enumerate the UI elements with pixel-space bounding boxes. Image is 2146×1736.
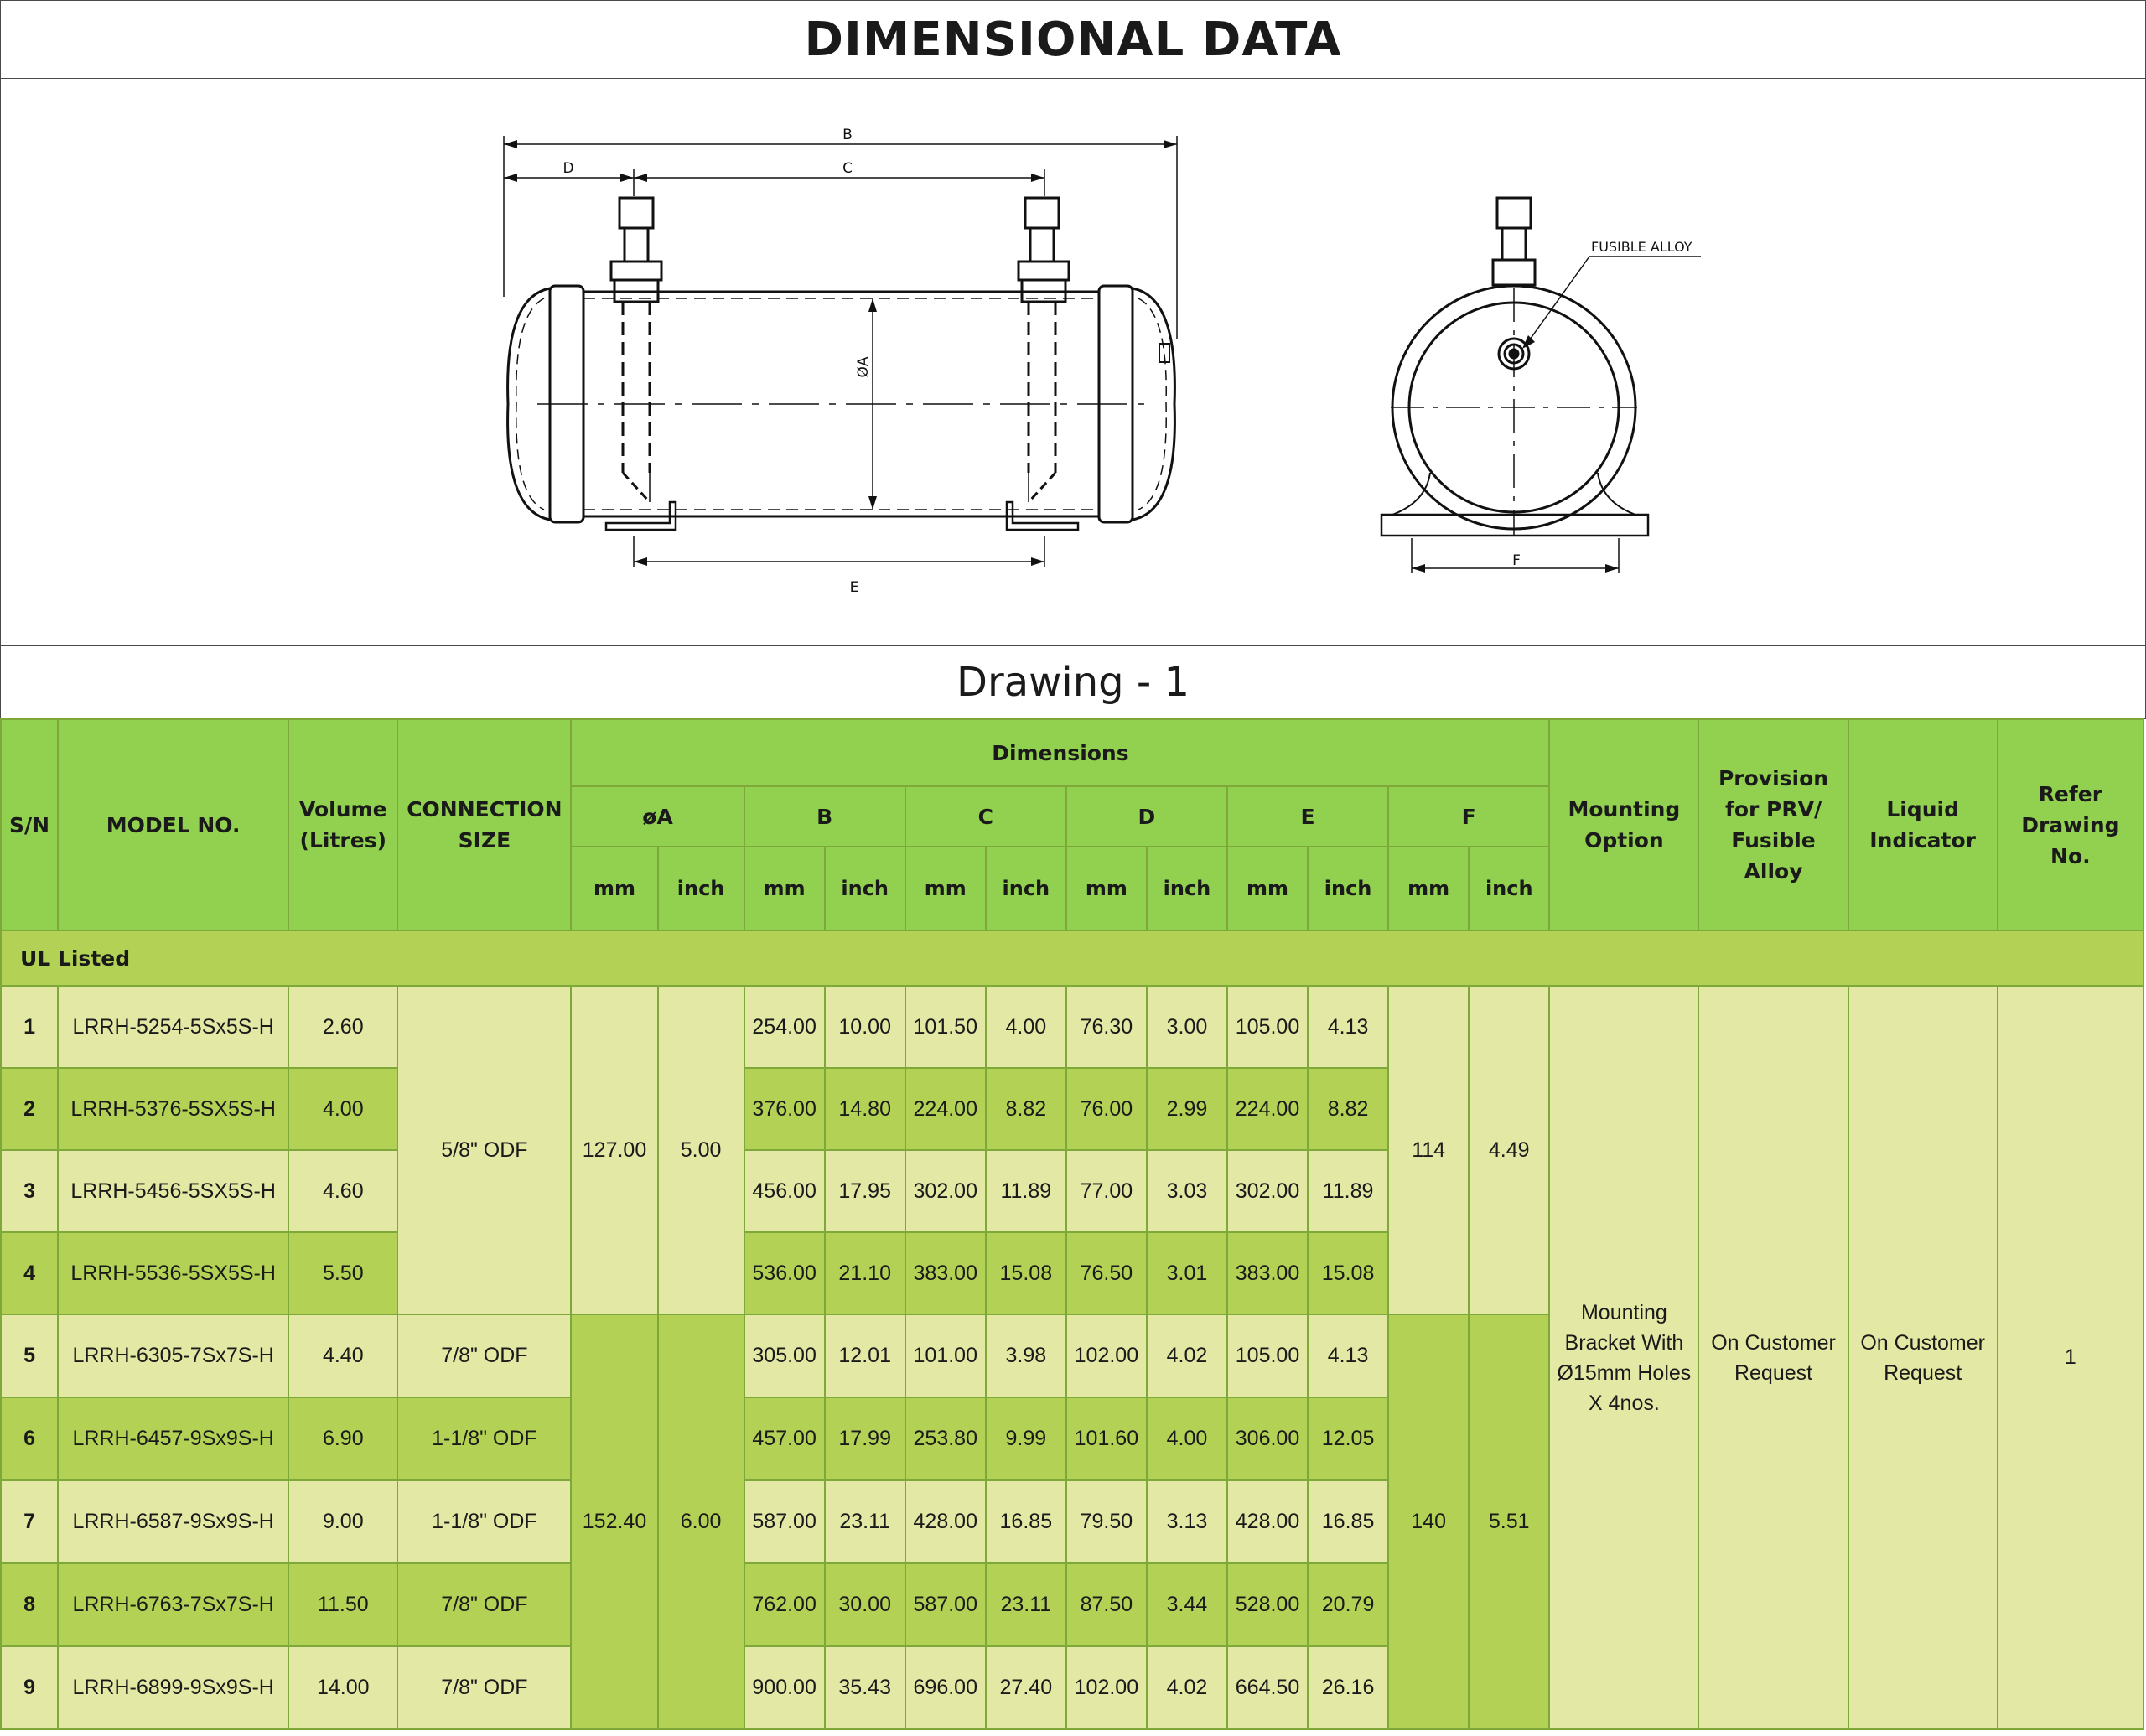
cell-e-inch: 15.08	[1308, 1232, 1388, 1314]
cell-connection-group1: 5/8" ODF	[397, 986, 571, 1314]
cell-b-mm: 587.00	[744, 1480, 825, 1563]
cell-b-inch: 12.01	[825, 1314, 905, 1397]
page-title: DIMENSIONAL DATA	[804, 12, 1342, 67]
cell-b-mm: 305.00	[744, 1314, 825, 1397]
col-header-volume: Volume (Litres)	[288, 719, 397, 930]
unit-header-c-mm: mm	[905, 847, 986, 930]
cell-e-inch: 16.85	[1308, 1480, 1388, 1563]
unit-header-c-inch: inch	[986, 847, 1066, 930]
cell-volume: 9.00	[288, 1480, 397, 1563]
fusible-alloy-callout: FUSIBLE ALLOY	[1591, 239, 1692, 255]
drawing-caption-band	[0, 645, 2146, 719]
cell-d-inch: 3.01	[1147, 1232, 1227, 1314]
col-header-mounting: Mounting Option	[1549, 719, 1698, 930]
title-band	[0, 0, 2146, 79]
cell-volume: 4.00	[288, 1068, 397, 1150]
col-header-prv: Provision for PRV/ Fusible Alloy	[1698, 719, 1848, 930]
cell-c-inch: 3.98	[986, 1314, 1066, 1397]
cell-c-mm: 428.00	[905, 1480, 986, 1563]
unit-header-b-mm: mm	[744, 847, 825, 930]
cell-sn: 6	[1, 1397, 58, 1480]
cell-e-mm: 306.00	[1227, 1397, 1308, 1480]
col-header-model: MODEL NO.	[58, 719, 288, 930]
cell-b-mm: 900.00	[744, 1646, 825, 1729]
cell-d-mm: 76.30	[1066, 986, 1147, 1068]
cell-e-inch: 12.05	[1308, 1397, 1388, 1480]
cell-e-mm: 428.00	[1227, 1480, 1308, 1563]
cell-e-inch: 11.89	[1308, 1150, 1388, 1232]
unit-header-d-inch: inch	[1147, 847, 1227, 930]
cell-d-mm: 77.00	[1066, 1150, 1147, 1232]
cell-e-inch: 4.13	[1308, 986, 1388, 1068]
cell-d-inch: 2.99	[1147, 1068, 1227, 1150]
col-header-liquid: Liquid Indicator	[1848, 719, 1998, 930]
col-header-dim-e: E	[1227, 786, 1388, 847]
cell-e-inch: 20.79	[1308, 1563, 1388, 1646]
cell-sn: 1	[1, 986, 58, 1068]
col-header-dim-c: C	[905, 786, 1066, 847]
cell-b-mm: 456.00	[744, 1150, 825, 1232]
cell-c-mm: 696.00	[905, 1646, 986, 1729]
cell-a-inch-group1: 5.00	[658, 986, 744, 1314]
drawing-caption: Drawing - 1	[956, 659, 1190, 706]
cell-model: LRRH-6305-7Sx7S-H	[58, 1314, 288, 1397]
cell-sn: 9	[1, 1646, 58, 1729]
dim-label-a: ØA	[855, 356, 872, 378]
col-header-dimensions: Dimensions	[571, 719, 1549, 786]
cell-b-mm: 254.00	[744, 986, 825, 1068]
cell-volume: 11.50	[288, 1563, 397, 1646]
cell-f-mm-group1: 114	[1388, 986, 1469, 1314]
cell-c-inch: 9.99	[986, 1397, 1066, 1480]
cell-d-mm: 102.00	[1066, 1646, 1147, 1729]
col-header-dim-b: B	[744, 786, 905, 847]
cell-c-inch: 16.85	[986, 1480, 1066, 1563]
cell-f-inch-group1: 4.49	[1469, 986, 1549, 1314]
cell-b-mm: 457.00	[744, 1397, 825, 1480]
cell-d-inch: 3.03	[1147, 1150, 1227, 1232]
dim-label-b: B	[842, 127, 853, 143]
col-header-dim-a: øA	[571, 786, 744, 847]
cell-volume: 6.90	[288, 1397, 397, 1480]
cell-model: LRRH-5376-5SX5S-H	[58, 1068, 288, 1150]
cell-d-inch: 4.00	[1147, 1397, 1227, 1480]
cell-b-inch: 17.99	[825, 1397, 905, 1480]
cell-model: LRRH-6899-9Sx9S-H	[58, 1646, 288, 1729]
col-header-connection: CONNECTION SIZE	[397, 719, 571, 930]
cell-sn: 8	[1, 1563, 58, 1646]
unit-header-a-mm: mm	[571, 847, 657, 930]
cell-d-mm: 79.50	[1066, 1480, 1147, 1563]
cell-d-mm: 102.00	[1066, 1314, 1147, 1397]
cell-sn: 2	[1, 1068, 58, 1150]
dimension-table	[0, 718, 2144, 1730]
cell-c-inch: 8.82	[986, 1068, 1066, 1150]
cell-connection: 7/8" ODF	[397, 1646, 571, 1729]
cell-c-inch: 27.40	[986, 1646, 1066, 1729]
dim-label-d: D	[562, 160, 574, 177]
cell-c-inch: 15.08	[986, 1232, 1066, 1314]
section-ul-listed: UL Listed	[1, 930, 2143, 986]
cell-connection: 7/8" ODF	[397, 1563, 571, 1646]
cell-model: LRRH-5536-5SX5S-H	[58, 1232, 288, 1314]
cell-b-mm: 376.00	[744, 1068, 825, 1150]
cell-d-inch: 3.13	[1147, 1480, 1227, 1563]
cell-volume: 14.00	[288, 1646, 397, 1729]
cell-e-mm: 302.00	[1227, 1150, 1308, 1232]
cell-d-mm: 76.00	[1066, 1068, 1147, 1150]
col-header-refer: Refer Drawing No.	[1998, 719, 2143, 930]
cell-e-mm: 528.00	[1227, 1563, 1308, 1646]
cell-b-inch: 14.80	[825, 1068, 905, 1150]
cell-c-mm: 101.00	[905, 1314, 986, 1397]
cell-f-inch-group2: 5.51	[1469, 1314, 1549, 1729]
cell-d-inch: 3.00	[1147, 986, 1227, 1068]
unit-header-e-inch: inch	[1308, 847, 1388, 930]
cell-c-inch: 4.00	[986, 986, 1066, 1068]
cell-e-inch: 4.13	[1308, 1314, 1388, 1397]
dim-label-f: F	[1512, 552, 1521, 569]
cell-d-inch: 4.02	[1147, 1314, 1227, 1397]
cell-sn: 7	[1, 1480, 58, 1563]
technical-drawing	[0, 79, 2146, 645]
cell-c-mm: 101.50	[905, 986, 986, 1068]
cell-d-mm: 87.50	[1066, 1563, 1147, 1646]
cell-c-mm: 224.00	[905, 1068, 986, 1150]
cell-c-inch: 11.89	[986, 1150, 1066, 1232]
cell-model: LRRH-6457-9Sx9S-H	[58, 1397, 288, 1480]
dim-label-e: E	[849, 579, 859, 596]
cell-b-mm: 536.00	[744, 1232, 825, 1314]
drawing-canvas	[1, 79, 2145, 645]
cell-liquid: On Customer Request	[1848, 986, 1998, 1729]
unit-header-e-mm: mm	[1227, 847, 1308, 930]
cell-c-mm: 383.00	[905, 1232, 986, 1314]
cell-model: LRRH-5254-5Sx5S-H	[58, 986, 288, 1068]
cell-c-inch: 23.11	[986, 1563, 1066, 1646]
cell-refer: 1	[1998, 986, 2143, 1729]
cell-d-inch: 4.02	[1147, 1646, 1227, 1729]
cell-e-mm: 224.00	[1227, 1068, 1308, 1150]
unit-header-d-mm: mm	[1066, 847, 1147, 930]
cell-d-inch: 3.44	[1147, 1563, 1227, 1646]
cell-a-mm-group1: 127.00	[571, 986, 657, 1314]
cell-f-mm-group2: 140	[1388, 1314, 1469, 1729]
cell-d-mm: 76.50	[1066, 1232, 1147, 1314]
side-view-drawing	[504, 136, 1177, 567]
dim-label-c: C	[842, 160, 853, 177]
cell-b-inch: 23.11	[825, 1480, 905, 1563]
cell-sn: 5	[1, 1314, 58, 1397]
cell-connection: 1-1/8" ODF	[397, 1397, 571, 1480]
cell-sn: 3	[1, 1150, 58, 1232]
cell-prv: On Customer Request	[1698, 986, 1848, 1729]
table-row	[1, 986, 2143, 1068]
cell-b-mm: 762.00	[744, 1563, 825, 1646]
cell-b-inch: 10.00	[825, 986, 905, 1068]
cell-d-mm: 101.60	[1066, 1397, 1147, 1480]
cell-e-inch: 26.16	[1308, 1646, 1388, 1729]
cell-volume: 4.40	[288, 1314, 397, 1397]
cell-connection: 1-1/8" ODF	[397, 1480, 571, 1563]
unit-header-f-inch: inch	[1469, 847, 1549, 930]
cell-b-inch: 17.95	[825, 1150, 905, 1232]
cell-b-inch: 30.00	[825, 1563, 905, 1646]
cell-volume: 4.60	[288, 1150, 397, 1232]
cell-e-inch: 8.82	[1308, 1068, 1388, 1150]
cell-a-inch-group2: 6.00	[658, 1314, 744, 1729]
cell-model: LRRH-6763-7Sx7S-H	[58, 1563, 288, 1646]
cell-b-inch: 35.43	[825, 1646, 905, 1729]
cell-e-mm: 664.50	[1227, 1646, 1308, 1729]
col-header-dim-d: D	[1066, 786, 1227, 847]
cell-sn: 4	[1, 1232, 58, 1314]
cell-e-mm: 105.00	[1227, 1314, 1308, 1397]
cell-c-mm: 253.80	[905, 1397, 986, 1480]
cell-c-mm: 587.00	[905, 1563, 986, 1646]
cell-e-mm: 383.00	[1227, 1232, 1308, 1314]
cell-volume: 2.60	[288, 986, 397, 1068]
cell-model: LRRH-5456-5SX5S-H	[58, 1150, 288, 1232]
cell-mounting: Mounting Bracket With Ø15mm Holes X 4nos.	[1549, 986, 1698, 1729]
col-header-dim-f: F	[1388, 786, 1549, 847]
unit-header-b-inch: inch	[825, 847, 905, 930]
unit-header-f-mm: mm	[1388, 847, 1469, 930]
cell-c-mm: 302.00	[905, 1150, 986, 1232]
cell-model: LRRH-6587-9Sx9S-H	[58, 1480, 288, 1563]
cell-b-inch: 21.10	[825, 1232, 905, 1314]
col-header-sn: S/N	[1, 719, 58, 930]
cell-volume: 5.50	[288, 1232, 397, 1314]
cell-connection: 7/8" ODF	[397, 1314, 571, 1397]
unit-header-a-inch: inch	[658, 847, 744, 930]
cell-a-mm-group2: 152.40	[571, 1314, 657, 1729]
cell-e-mm: 105.00	[1227, 986, 1308, 1068]
